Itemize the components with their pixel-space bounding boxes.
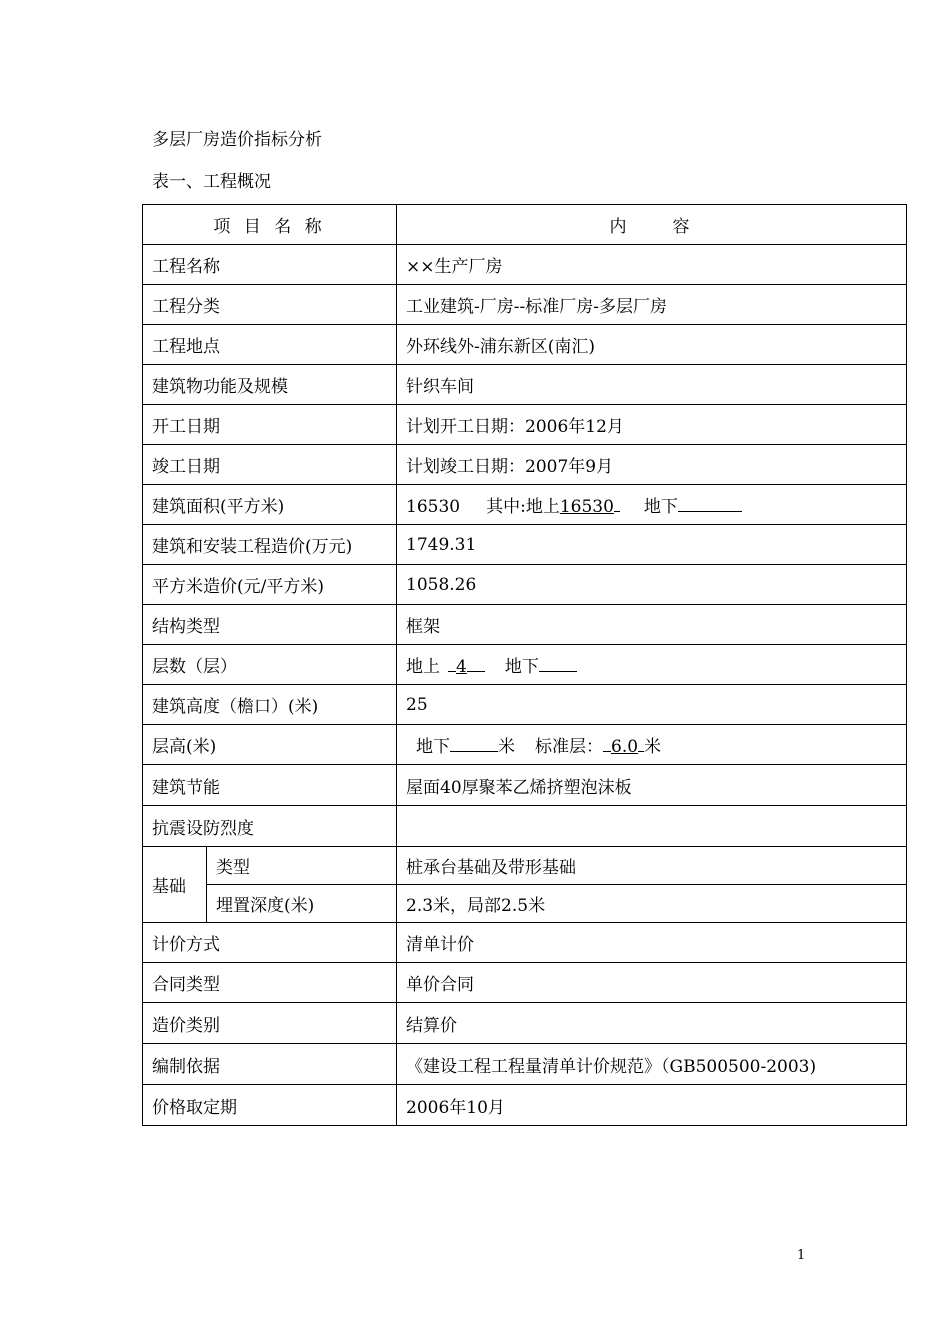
floors-below-label: 地下 xyxy=(504,657,539,677)
row-label: 建筑面积(平方米) xyxy=(143,485,397,525)
table-row xyxy=(143,685,907,725)
header-item: 项 目 名 称 xyxy=(143,205,397,245)
row-label: 计价方式 xyxy=(143,923,397,963)
table-row xyxy=(143,605,907,645)
row-label: 抗震设防烈度 xyxy=(143,806,397,847)
row-label: 工程分类 xyxy=(143,285,397,325)
row-value: 屋面40厚聚苯乙烯挤塑泡沫板 xyxy=(397,765,907,806)
row-value: 1749.31 xyxy=(397,525,907,565)
floor-height-standard-label: 标准层： xyxy=(535,737,603,757)
table-row xyxy=(143,325,907,365)
table-row xyxy=(143,847,907,885)
table-caption: 表一、工程概况 xyxy=(152,172,271,192)
table-row xyxy=(143,765,907,806)
floors-below-blank xyxy=(539,657,577,672)
floors-above-label: 地上 xyxy=(406,657,440,677)
row-label: 价格取定期 xyxy=(143,1085,397,1126)
header-content: 内 容 xyxy=(397,205,907,245)
row-value: ××生产厂房 xyxy=(397,245,907,285)
project-overview-table xyxy=(142,204,907,1126)
foundation-depth-value: 2.3米，局部2.5米 xyxy=(397,885,907,923)
document-title: 多层厂房造价指标分析 xyxy=(152,130,322,150)
table-row xyxy=(143,485,907,525)
table-row xyxy=(143,525,907,565)
row-label: 工程地点 xyxy=(143,325,397,365)
table-row xyxy=(143,725,907,765)
row-value xyxy=(397,485,907,525)
area-below-label: 地下 xyxy=(643,497,678,517)
floors-above-value: 4 xyxy=(456,657,467,677)
row-label: 平方米造价(元/平方米) xyxy=(143,565,397,605)
table-row xyxy=(143,285,907,325)
row-value: 清单计价 xyxy=(397,923,907,963)
row-value: 针织车间 xyxy=(397,365,907,405)
table-row xyxy=(143,245,907,285)
row-value xyxy=(397,806,907,847)
floor-height-below-blank xyxy=(450,737,498,752)
row-value: 计划竣工日期：2007年9月 xyxy=(397,445,907,485)
row-value: 结算价 xyxy=(397,1003,907,1044)
floor-height-unit1: 米 xyxy=(498,737,515,757)
row-label: 建筑高度（檐口）(米) xyxy=(143,685,397,725)
floor-height-unit2: 米 xyxy=(644,737,662,757)
area-total: 16530 xyxy=(406,497,461,517)
table-header-row xyxy=(143,205,907,245)
table-row xyxy=(143,645,907,685)
table-row xyxy=(143,806,907,847)
table-row xyxy=(143,923,907,963)
floor-height-standard-value: 6.0 xyxy=(611,737,639,757)
area-of-which-label: 其中:地上 xyxy=(486,497,560,517)
row-value xyxy=(397,725,907,765)
row-value: 1058.26 xyxy=(397,565,907,605)
foundation-depth-label: 埋置深度(米) xyxy=(207,885,397,923)
row-value: 《建设工程工程量清单计价规范》（GB500500-2003) xyxy=(397,1044,907,1085)
row-value: 框架 xyxy=(397,605,907,645)
table-row xyxy=(143,445,907,485)
row-label: 层数（层） xyxy=(143,645,397,685)
row-label: 建筑和安装工程造价(万元) xyxy=(143,525,397,565)
row-label: 结构类型 xyxy=(143,605,397,645)
table-row xyxy=(143,1085,907,1126)
table-row xyxy=(143,1044,907,1085)
row-value xyxy=(397,645,907,685)
row-value: 计划开工日期：2006年12月 xyxy=(397,405,907,445)
area-above-ground: 16530 xyxy=(559,497,614,517)
table-row xyxy=(143,565,907,605)
row-label: 工程名称 xyxy=(143,245,397,285)
row-value: 2006年10月 xyxy=(397,1085,907,1126)
row-label: 竣工日期 xyxy=(143,445,397,485)
table-row xyxy=(143,365,907,405)
row-label: 开工日期 xyxy=(143,405,397,445)
row-label: 合同类型 xyxy=(143,963,397,1003)
row-value: 工业建筑-厂房--标准厂房-多层厂房 xyxy=(397,285,907,325)
foundation-label: 基础 xyxy=(143,847,207,923)
table-row xyxy=(143,885,907,923)
table-row xyxy=(143,405,907,445)
row-label: 造价类别 xyxy=(143,1003,397,1044)
foundation-type-label: 类型 xyxy=(207,847,397,885)
row-label: 层高(米) xyxy=(143,725,397,765)
row-label: 建筑节能 xyxy=(143,765,397,806)
area-below-blank xyxy=(678,497,742,512)
floor-height-below-label: 地下 xyxy=(416,737,450,757)
foundation-type-value: 桩承台基础及带形基础 xyxy=(397,847,907,885)
row-value: 25 xyxy=(397,685,907,725)
row-label: 建筑物功能及规模 xyxy=(143,365,397,405)
row-value: 外环线外-浦东新区(南汇) xyxy=(397,325,907,365)
table-row xyxy=(143,963,907,1003)
row-value: 单价合同 xyxy=(397,963,907,1003)
page-number: 1 xyxy=(797,1248,806,1263)
row-label: 编制依据 xyxy=(143,1044,397,1085)
table-row xyxy=(143,1003,907,1044)
